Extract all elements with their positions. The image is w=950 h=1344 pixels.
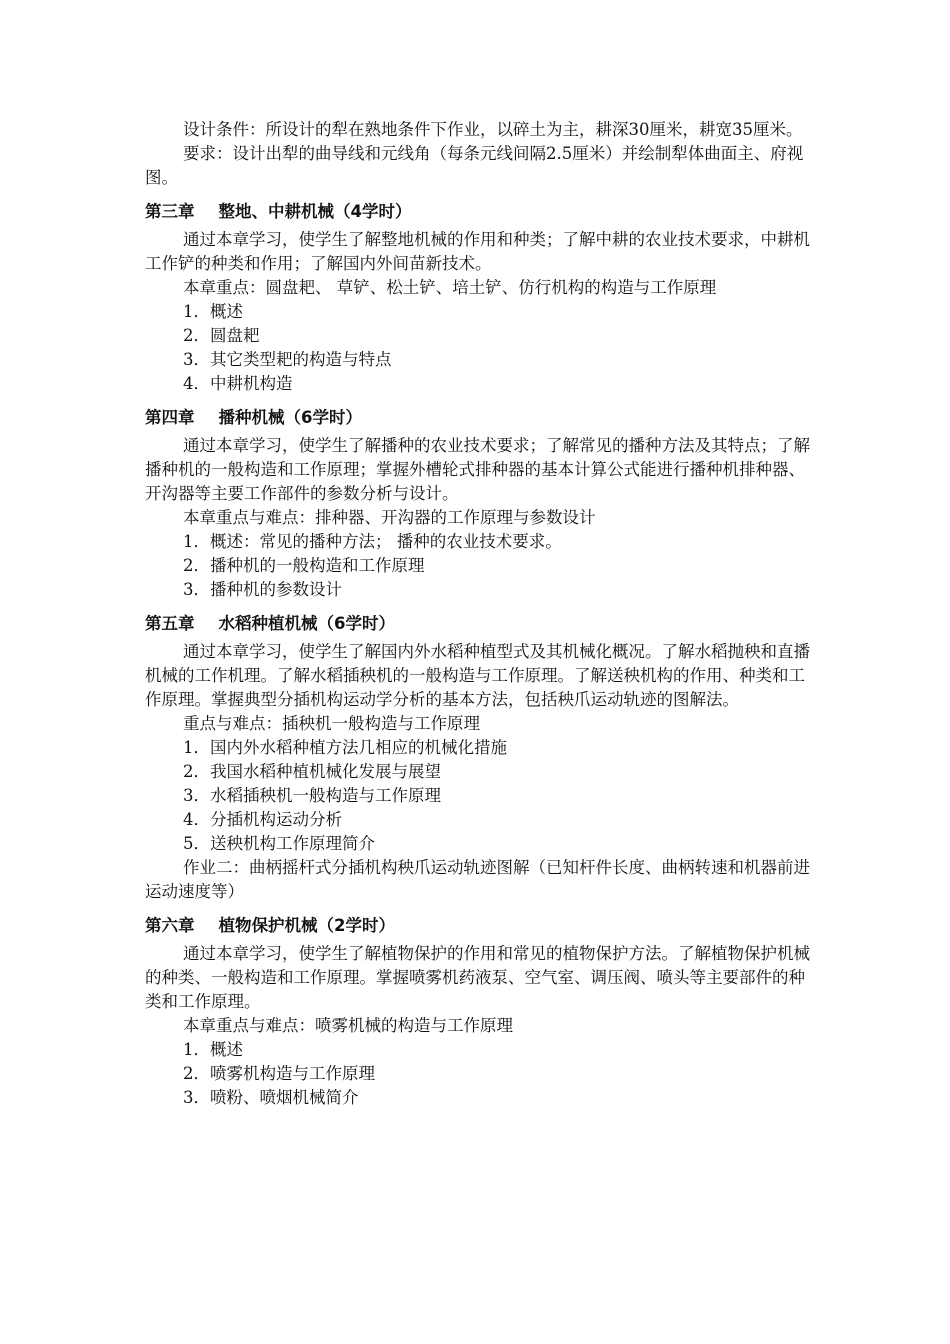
- chapter-6-intro: 通过本章学习，使学生了解植物保护的作用和常见的植物保护方法。了解植物保护机械的种类、一般构造和工作原理。掌握喷雾机药液泵、空气室、调压阀、喷头等主要部件的种类和工作原理。: [145, 944, 810, 1011]
- chapter-5-assignment: 作业二：曲柄摇杆式分插机构秧爪运动轨迹图解（已知杆件长度、曲柄转速和机器前进运动速度等）: [145, 858, 810, 901]
- chapter-3-intro: 通过本章学习，使学生了解整地机械的作用和种类；了解中耕的农业技术要求，中耕机工作铲的种类和作用；了解国内外间苗新技术。: [145, 230, 810, 273]
- chapter-5-intro: 通过本章学习，使学生了解国内外水稻种植型式及其机械化概况。了解水稻抛秧和直播机械的工作机理。了解水稻插秧机的一般构造与工作原理。了解送秧机构的作用、种类和工作原理。掌握典型分插机构运动学分析的基本方法，包括秧爪运动轨迹的图解法。: [145, 642, 810, 709]
- chapter-6-item: 2．喷雾机构造与工作原理: [183, 1064, 375, 1083]
- chapter-3-item: 4．中耕机构造: [183, 374, 293, 393]
- chapter-4-key-points: 本章重点与难点：排种器、开沟器的工作原理与参数设计: [183, 508, 596, 527]
- chapter-5-item: 4．分插机构运动分析: [183, 810, 342, 829]
- chapter-4-title: 播种机械（6学时）: [218, 408, 362, 427]
- chapter-6-item: 1．概述: [183, 1040, 243, 1059]
- chapter-3-item: 1．概述: [183, 302, 243, 321]
- chapter-4-number: 第四章: [145, 408, 195, 427]
- chapter-4-heading: [145, 406, 810, 430]
- chapter-6-title: 植物保护机械（2学时）: [218, 916, 395, 935]
- chapter-6-heading: [145, 914, 810, 938]
- chapter-5-item: 3．水稻插秧机一般构造与工作原理: [183, 786, 441, 805]
- chapter-5-title: 水稻种植机械（6学时）: [218, 614, 395, 633]
- chapter-3-key-points: 本章重点：圆盘耙、 草铲、松土铲、培土铲、仿行机构的构造与工作原理: [183, 278, 717, 297]
- chapter-5-heading: [145, 612, 810, 636]
- chapter-6-number: 第六章: [145, 916, 195, 935]
- design-conditions-paragraph: 设计条件：所设计的犁在熟地条件下作业，以碎土为主，耕深30厘米，耕宽35厘米。: [183, 120, 803, 139]
- chapter-3-item: 2．圆盘耙: [183, 326, 260, 345]
- chapter-5-number: 第五章: [145, 614, 195, 633]
- chapter-3-heading: [145, 200, 810, 224]
- chapter-3-title: 整地、中耕机械（4学时）: [218, 202, 412, 221]
- chapter-6-key-points: 本章重点与难点：喷雾机械的构造与工作原理: [183, 1016, 513, 1035]
- chapter-3-number: 第三章: [145, 202, 195, 221]
- chapter-3-item: 3．其它类型耙的构造与特点: [183, 350, 392, 369]
- document-body: [145, 118, 810, 1110]
- chapter-5-item: 2．我国水稻种植机械化发展与展望: [183, 762, 441, 781]
- chapter-6-item: 3．喷粉、喷烟机械简介: [183, 1088, 359, 1107]
- chapter-4-item: 2．播种机的一般构造和工作原理: [183, 556, 425, 575]
- chapter-5-item: 1．国内外水稻种植方法几相应的机械化措施: [183, 738, 507, 757]
- chapter-4-intro: 通过本章学习，使学生了解播种的农业技术要求；了解常见的播种方法及其特点；了解播种机的一般构造和工作原理；掌握外槽轮式排种器的基本计算公式能进行播种机排种器、开沟器等主要工作部件的参数分析与设计。: [145, 436, 810, 503]
- chapter-4-item: 1．概述：常见的播种方法； 播种的农业技术要求。: [183, 532, 562, 551]
- chapter-5-item: 5．送秧机构工作原理简介: [183, 834, 375, 853]
- chapter-5-key-points: 重点与难点：插秧机一般构造与工作原理: [183, 714, 480, 733]
- requirements-paragraph: 要求：设计出犁的曲导线和元线角（每条元线间隔2.5厘米）并绘制犁体曲面主、府视图。: [145, 144, 804, 187]
- chapter-4-item: 3．播种机的参数设计: [183, 580, 342, 599]
